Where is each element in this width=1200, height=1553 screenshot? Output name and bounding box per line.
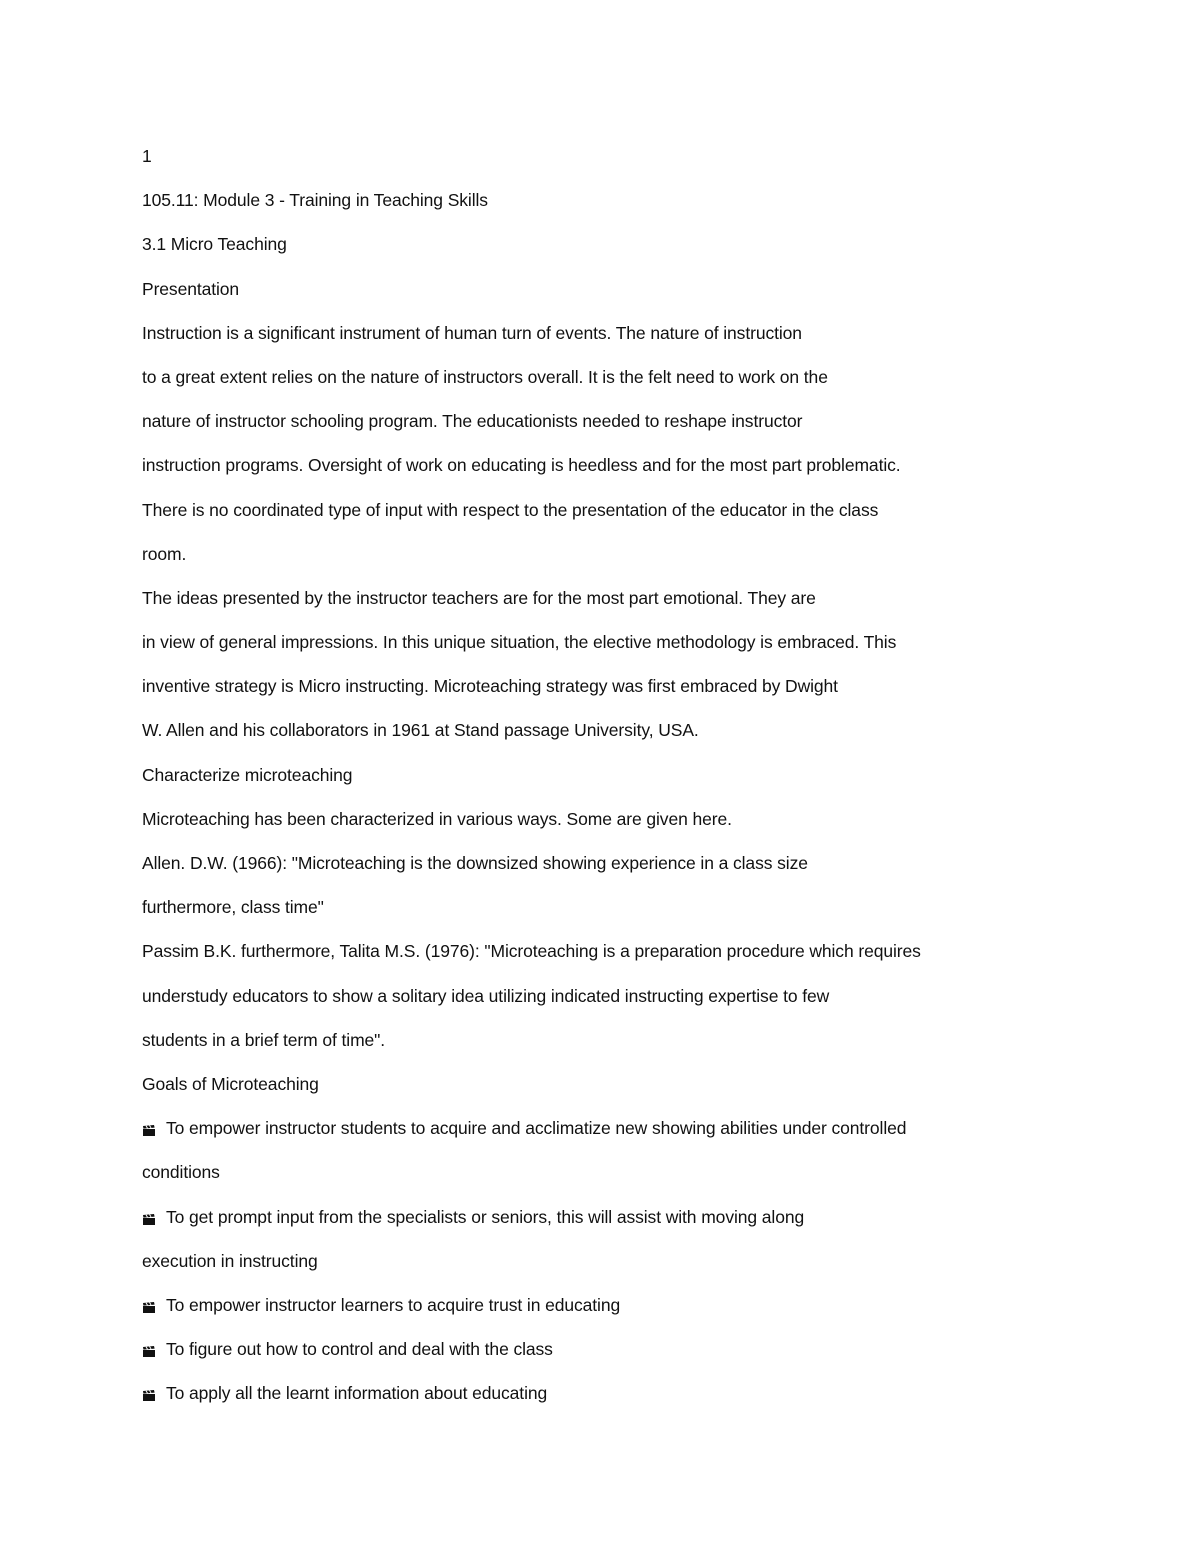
goal-text: To figure out how to control and deal with the class bbox=[166, 1339, 553, 1360]
document-title: 105.11: Module 3 - Training in Teaching Skills bbox=[142, 190, 488, 211]
goal-text: To get prompt input from the specialists or seniors, this will assist with moving along bbox=[166, 1206, 805, 1227]
paragraph-line: Instruction is a significant instrument of human turn of events. The nature of instruction bbox=[142, 322, 802, 343]
goal-item bbox=[142, 1333, 1062, 1377]
clapperboard-icon bbox=[142, 1112, 166, 1144]
paragraph-line: to a great extent relies on the nature of instructors overall. It is the felt need to work on the bbox=[142, 366, 828, 387]
goal-continuation: execution in instructing bbox=[142, 1250, 318, 1271]
paragraph-line: The ideas presented by the instructor teachers are for the most part emotional. They are bbox=[142, 587, 816, 608]
paragraph-line: room. bbox=[142, 543, 187, 564]
goal-item bbox=[142, 1112, 1062, 1156]
paragraph-line: inventive strategy is Micro instructing. Microteaching strategy was first embraced by Dwight bbox=[142, 676, 838, 697]
paragraph-line: Passim B.K. furthermore, Talita M.S. (1976): "Microteaching is a preparation procedure which requires bbox=[142, 941, 921, 962]
goal-continuation: conditions bbox=[142, 1162, 220, 1183]
page-number: 1 bbox=[142, 146, 152, 166]
goal-item bbox=[142, 1377, 1062, 1421]
heading-characterize: Characterize microteaching bbox=[142, 764, 353, 785]
paragraph-line: understudy educators to show a solitary idea utilizing indicated instructing expertise to few bbox=[142, 985, 830, 1006]
section-heading: 3.1 Micro Teaching bbox=[142, 234, 287, 255]
paragraph-line: instruction programs. Oversight of work on educating is heedless and for the most part problematic. bbox=[142, 455, 901, 476]
paragraph-line: furthermore, class time" bbox=[142, 897, 324, 918]
paragraph-line: students in a brief term of time". bbox=[142, 1029, 386, 1050]
heading-goals: Goals of Microteaching bbox=[142, 1073, 319, 1094]
goal-item bbox=[142, 1201, 1062, 1245]
paragraph-line: There is no coordinated type of input with respect to the presentation of the educator in the class bbox=[142, 499, 879, 520]
paragraph-line: Allen. D.W. (1966): "Microteaching is the downsized showing experience in a class size bbox=[142, 853, 808, 873]
subheading-presentation: Presentation bbox=[142, 278, 240, 299]
paragraph-line: nature of instructor schooling program. The educationists needed to reshape instructor bbox=[142, 411, 803, 432]
clapperboard-icon bbox=[142, 1289, 166, 1321]
paragraph-line: W. Allen and his collaborators in 1961 at Stand passage University, USA. bbox=[142, 720, 699, 741]
document-body bbox=[142, 140, 1062, 1421]
paragraph-line: in view of general impressions. In this unique situation, the elective methodology is embraced. This bbox=[142, 632, 897, 653]
goal-text: To empower instructor learners to acquire trust in educating bbox=[166, 1294, 621, 1315]
clapperboard-icon bbox=[142, 1201, 166, 1233]
clapperboard-icon bbox=[142, 1333, 166, 1365]
paragraph-line: Microteaching has been characterized in various ways. Some are given here. bbox=[142, 808, 732, 829]
clapperboard-icon bbox=[142, 1377, 166, 1409]
goal-item bbox=[142, 1289, 1062, 1333]
goal-text: To apply all the learnt information about educating bbox=[166, 1383, 548, 1404]
goal-text: To empower instructor students to acquire and acclimatize new showing abilities under controlled bbox=[166, 1118, 907, 1139]
